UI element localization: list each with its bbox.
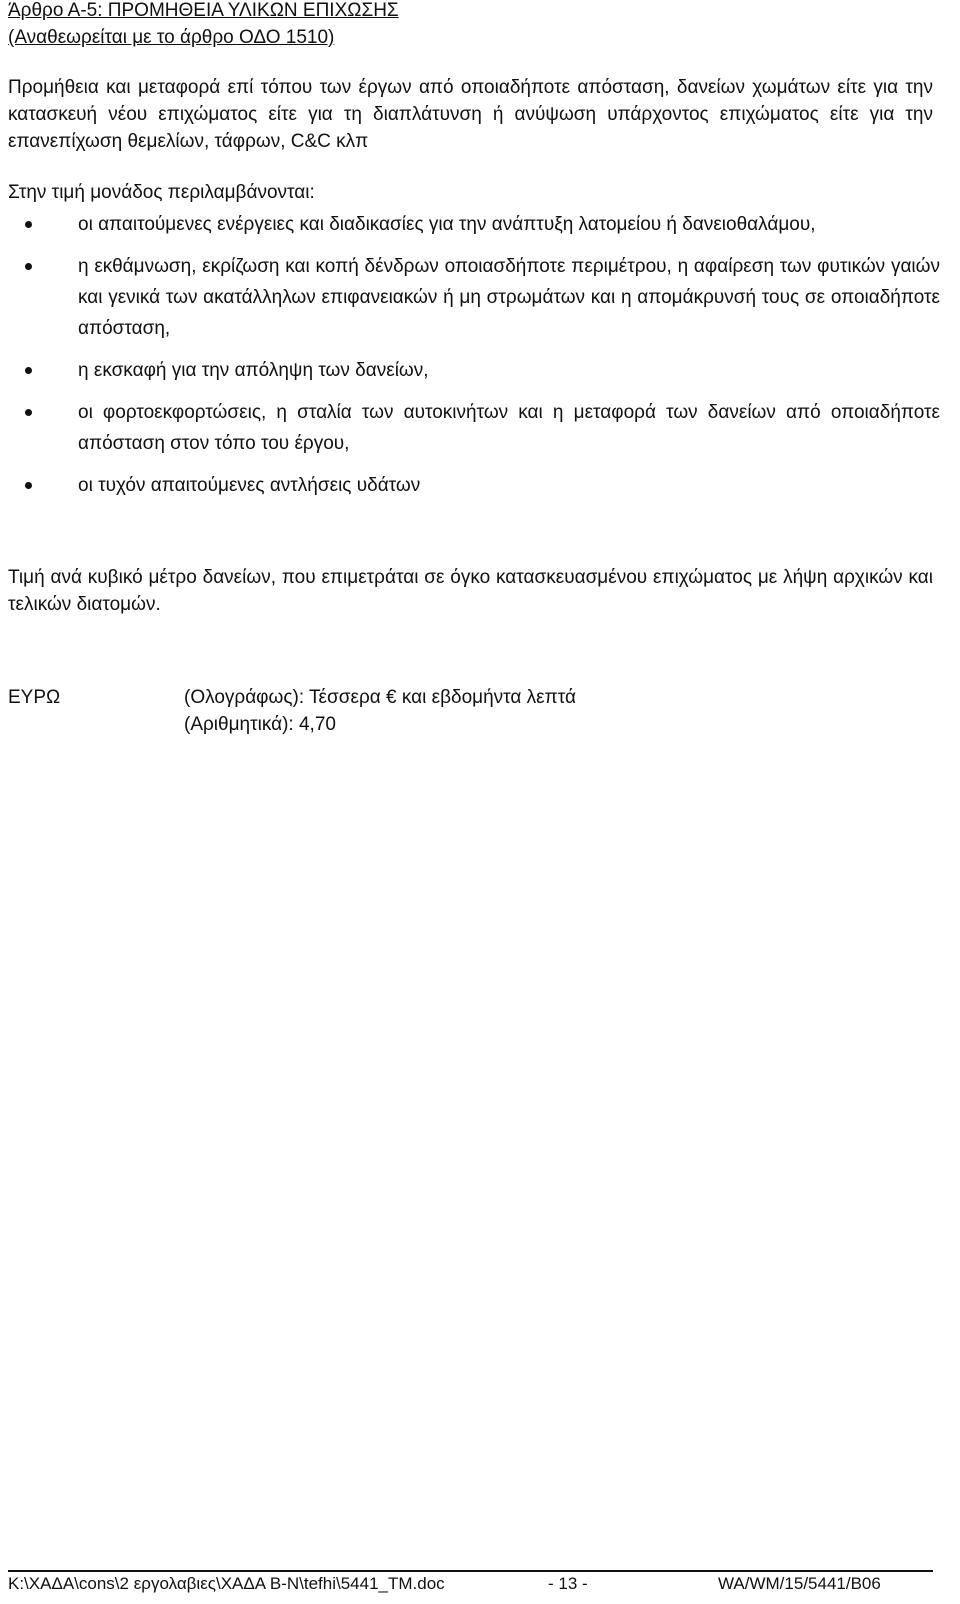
bullet-icon bbox=[25, 409, 32, 416]
bullet-icon bbox=[25, 263, 32, 270]
price-in-numbers: (Αριθμητικά): 4,70 bbox=[184, 714, 336, 735]
article-description: Προμήθεια και μεταφορά επί τόπου των έργων από οποιαδήποτε απόσταση, δανείων χωμάτων είτε για την κατασκευή νέου επιχώματος είτε για τη διαπλάτυνση ή ανύψωση υπάρχοντος επιχώματος είτε για την επανεπίχωση θεμελίων, τάφρων, C&C κλπ bbox=[8, 77, 933, 152]
bullet-icon bbox=[25, 221, 32, 228]
includes-intro: Στην τιμή μονάδος περιλαμβάνονται: bbox=[8, 182, 315, 203]
list-item-text: οι φορτοεκφορτώσεις, η σταλία των αυτοκινήτων και η μεταφορά των δανείων από οποιαδήποτε απόσταση στον τόπο του έργου, bbox=[78, 402, 940, 454]
list-item bbox=[0, 251, 940, 344]
price-in-words: (Ολογράφως): Τέσσερα € και εβδομήντα λεπτά bbox=[184, 687, 576, 708]
footer-file-path: K:\ΧΑΔΑ\cons\2 εργολαβιες\ΧΑΔΑ Β-Ν\tefhi\5441_TM.doc bbox=[8, 1574, 445, 1593]
list-item bbox=[0, 209, 940, 240]
footer-divider bbox=[8, 1570, 933, 1572]
list-item-text: η εκσκαφή για την απόληψη των δανείων, bbox=[78, 360, 429, 381]
footer-document-code: WA/WM/15/5441/B06 bbox=[718, 1574, 881, 1593]
list-item-text: η εκθάμνωση, εκρίζωση και κοπή δένδρων οποιασδήποτε περιμέτρου, η αφαίρεση των φυτικών γαιών και γενικά των ακατάλληλων επιφανειακών ή μη στρωμάτων και η απομάκρυνσή τους σε οποιαδήποτε απόσταση, bbox=[78, 256, 940, 339]
bullet-icon bbox=[25, 482, 32, 489]
list-item-text: οι τυχόν απαιτούμενες αντλήσεις υδάτων bbox=[78, 475, 421, 496]
footer-page-number: - 13 - bbox=[548, 1574, 588, 1593]
article-revision-note: (Αναθεωρείται με το άρθρο ΟΔΟ 1510) bbox=[8, 27, 335, 48]
list-item bbox=[0, 397, 940, 459]
includes-list bbox=[0, 209, 940, 501]
list-item-text: οι απαιτούμενες ενέργειες και διαδικασίες για την ανάπτυξη λατομείου ή δανειοθαλάμου, bbox=[78, 214, 816, 235]
bullet-icon bbox=[25, 367, 32, 374]
list-item bbox=[0, 470, 940, 501]
currency-label: ΕΥΡΩ bbox=[8, 687, 61, 708]
unit-price-note: Τιμή ανά κυβικό μέτρο δανείων, που επιμετράται σε όγκο κατασκευασμένου επιχώματος με λήψη αρχικών και τελικών διατομών. bbox=[8, 567, 933, 615]
list-item bbox=[0, 355, 940, 386]
article-heading: Άρθρο Α-5: ΠΡΟΜΗΘΕΙΑ ΥΛΙΚΩΝ ΕΠΙΧΩΣΗΣ bbox=[8, 0, 399, 21]
